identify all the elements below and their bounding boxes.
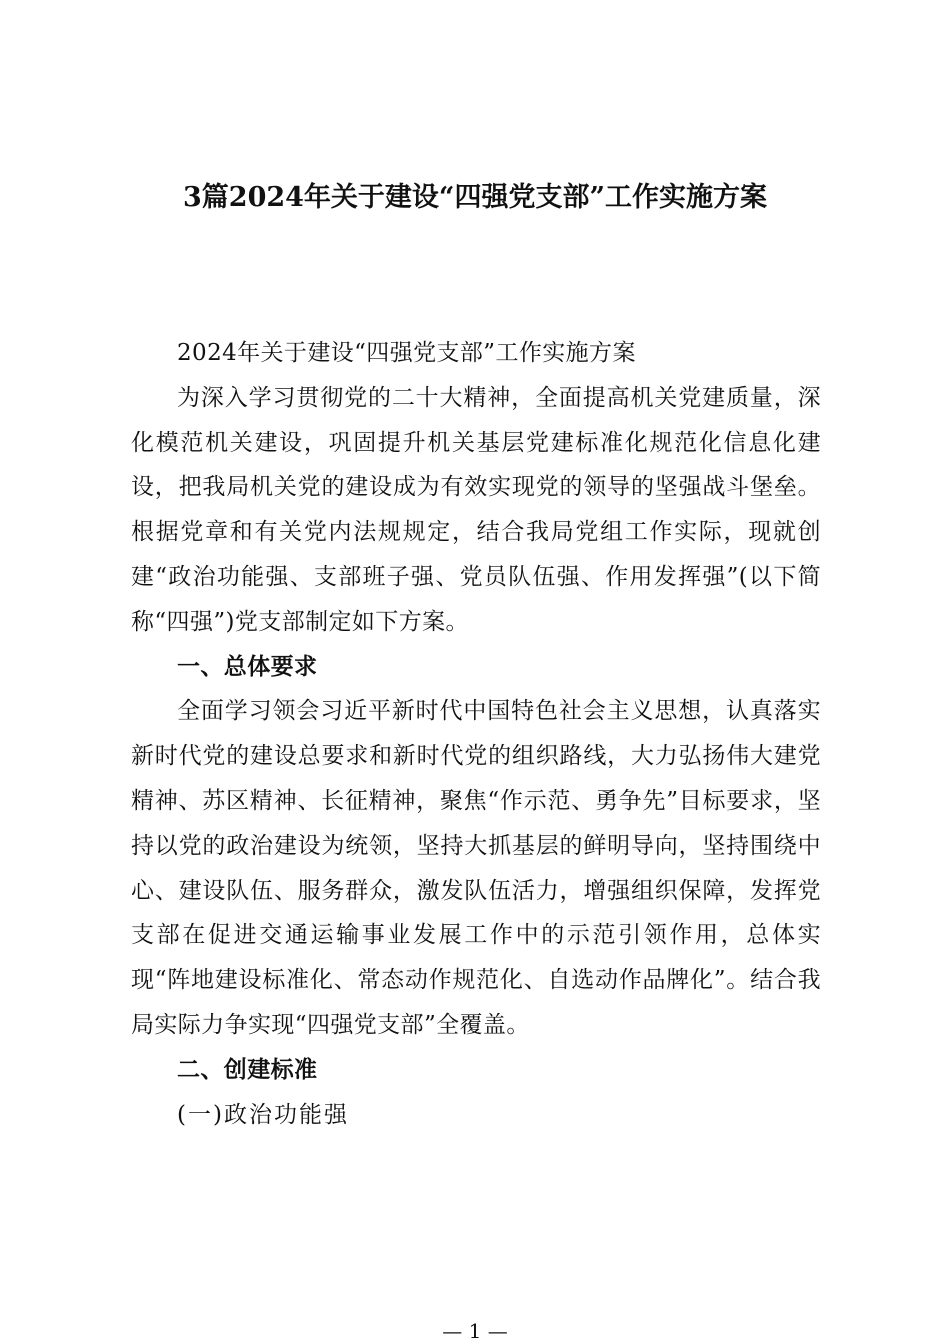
document-title: 3篇2024年关于建设“四强党支部”工作实施方案 — [183, 182, 767, 213]
document-body — [131, 331, 821, 1137]
section-heading-general-requirements: 一、总体要求 — [177, 652, 318, 680]
document-subtitle: 2024年关于建设“四强党支部”工作实施方案 — [177, 340, 636, 366]
intro-paragraph: 为深入学习贯彻党的二十大精神，全面提高机关党建质量，深化模范机关建设，巩固提升机关基层党建标准化规范化信息化建设，把我局机关党的建设成为有效实现党的领导的坚强战斗堡垒。根据党章和有关党内法规规定，结合我局党组工作实际，现就创建“政治功能强、支部班子强、党员队伍强、作用发挥强”(以下简称“四强”)党支部制定如下方案。 — [131, 384, 821, 635]
page-number: — 1 — — [442, 1319, 508, 1343]
section-heading-creation-standards: 二、创建标准 — [177, 1055, 318, 1083]
general-requirements-paragraph: 全面学习领会习近平新时代中国特色社会主义思想，认真落实新时代党的建设总要求和新时代党的组织路线，大力弘扬伟大建党精神、苏区精神、长征精神，聚焦“作示范、勇争先”目标要求，坚持以党的政治建设为统领，坚持大抓基层的鲜明导向，坚持围绕中心、建设队伍、服务群众，激发队伍活力，增强组织保障，发挥党支部在促进交通运输事业发展工作中的示范引领作用，总体实现“阵地建设标准化、常态动作规范化、自选动作品牌化”。结合我局实际力争实现“四强党支部”全覆盖。 — [131, 698, 821, 1038]
subsection-heading-political-function: (一)政治功能强 — [177, 1101, 349, 1128]
